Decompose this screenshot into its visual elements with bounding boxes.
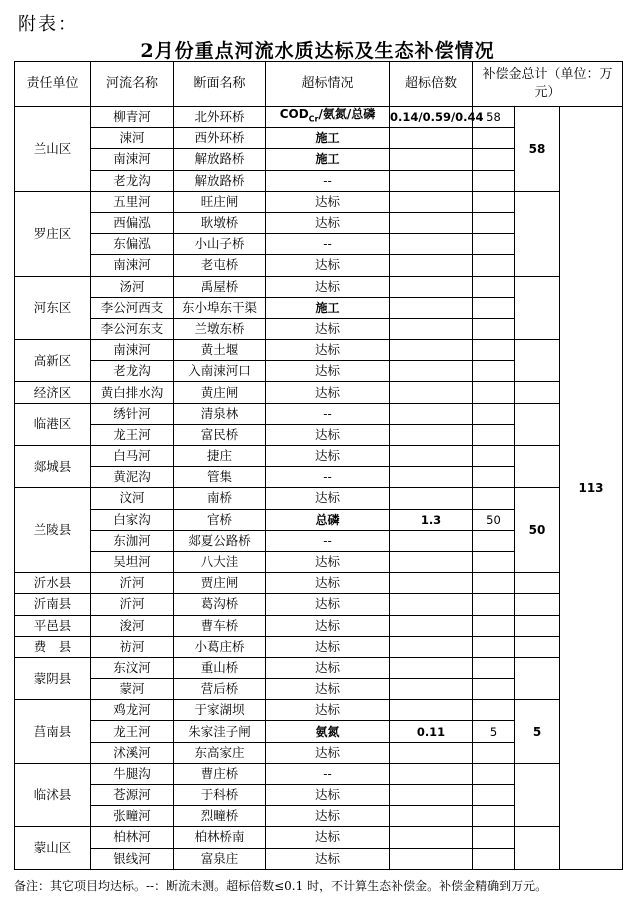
multiple-cell — [390, 806, 473, 827]
table-row — [15, 763, 623, 784]
river-cell: 龙王河 — [91, 424, 174, 445]
unit-total-cell — [515, 615, 560, 636]
section-cell: 管集 — [174, 467, 266, 488]
status-cell: 氨氮 — [266, 721, 390, 742]
table-row — [15, 827, 623, 848]
compensation-cell — [473, 488, 515, 509]
section-cell: 于科桥 — [174, 785, 266, 806]
river-cell: 黄白排水沟 — [91, 382, 174, 403]
multiple-cell — [390, 615, 473, 636]
section-cell: 清泉林 — [174, 403, 266, 424]
section-cell: 于家湖坝 — [174, 700, 266, 721]
unit-cell: 沂南县 — [15, 594, 91, 615]
status-cell: 达标 — [266, 212, 390, 233]
section-cell: 葛沟桥 — [174, 594, 266, 615]
status-cell: 达标 — [266, 340, 390, 361]
table-row — [15, 636, 623, 657]
multiple-cell — [390, 679, 473, 700]
status-cell: 施工 — [266, 149, 390, 170]
unit-cell: 莒南县 — [15, 700, 91, 764]
compensation-cell — [473, 128, 515, 149]
compensation-cell — [473, 530, 515, 551]
table-row — [15, 615, 623, 636]
header-section: 断面名称 — [174, 62, 266, 107]
compensation-cell — [473, 657, 515, 678]
table-row — [15, 573, 623, 594]
compensation-cell — [473, 149, 515, 170]
table-row — [15, 700, 623, 721]
river-cell: 东偏泓 — [91, 234, 174, 255]
river-cell: 柳青河 — [91, 107, 174, 128]
status-cell: -- — [266, 763, 390, 784]
river-cell: 牛腿沟 — [91, 763, 174, 784]
status-cell: 达标 — [266, 806, 390, 827]
unit-total-cell — [515, 763, 560, 827]
table-row — [15, 594, 623, 615]
compensation-cell — [473, 594, 515, 615]
multiple-cell — [390, 785, 473, 806]
section-cell: 贾庄闸 — [174, 573, 266, 594]
section-cell: 小山子桥 — [174, 234, 266, 255]
compensation-cell — [473, 700, 515, 721]
compensation-cell — [473, 467, 515, 488]
status-cell: 达标 — [266, 424, 390, 445]
river-cell: 沂河 — [91, 573, 174, 594]
river-cell: 老龙沟 — [91, 361, 174, 382]
status-cell: -- — [266, 170, 390, 191]
compensation-cell — [473, 276, 515, 297]
compensation-cell — [473, 785, 515, 806]
compensation-cell — [473, 763, 515, 784]
compensation-cell — [473, 573, 515, 594]
section-cell: 兰墩东桥 — [174, 318, 266, 339]
unit-cell: 临沭县 — [15, 763, 91, 827]
compensation-cell — [473, 340, 515, 361]
status-cell: 达标 — [266, 594, 390, 615]
compensation-cell — [473, 318, 515, 339]
unit-total-cell: 5 — [515, 700, 560, 764]
river-cell: 沭溪河 — [91, 742, 174, 763]
status-cell: -- — [266, 530, 390, 551]
compensation-cell — [473, 191, 515, 212]
table-row — [15, 340, 623, 361]
status-cell: 施工 — [266, 128, 390, 149]
table-row — [15, 657, 623, 678]
river-cell: 西偏泓 — [91, 212, 174, 233]
status-cell: 达标 — [266, 700, 390, 721]
compensation-cell — [473, 170, 515, 191]
multiple-cell — [390, 742, 473, 763]
compensation-cell — [473, 679, 515, 700]
section-cell: 东高家庄 — [174, 742, 266, 763]
page-title: 2月份重点河流水质达标及生态补偿情况 — [140, 40, 495, 62]
unit-cell: 经济区 — [15, 382, 91, 403]
status-cell: -- — [266, 403, 390, 424]
river-cell: 鸡龙河 — [91, 700, 174, 721]
river-cell: 张疃河 — [91, 806, 174, 827]
status-cell: 达标 — [266, 191, 390, 212]
multiple-cell — [390, 276, 473, 297]
river-cell: 汤河 — [91, 276, 174, 297]
unit-cell: 临港区 — [15, 403, 91, 445]
unit-total-cell — [515, 827, 560, 869]
unit-cell: 兰山区 — [15, 107, 91, 192]
unit-cell: 兰陵县 — [15, 488, 91, 573]
multiple-cell — [390, 530, 473, 551]
appendix-label: 附表： — [18, 14, 78, 35]
status-cell: 达标 — [266, 361, 390, 382]
section-cell: 北外环桥 — [174, 107, 266, 128]
section-cell: 老屯桥 — [174, 255, 266, 276]
section-cell: 黄庄闸 — [174, 382, 266, 403]
multiple-cell — [390, 573, 473, 594]
unit-total-cell — [515, 446, 560, 488]
unit-total-cell — [515, 276, 560, 340]
section-cell: 旺庄闸 — [174, 191, 266, 212]
river-cell: 东汶河 — [91, 657, 174, 678]
multiple-cell — [390, 488, 473, 509]
section-cell: 富泉庄 — [174, 848, 266, 869]
section-cell: 小葛庄桥 — [174, 636, 266, 657]
table-body — [15, 107, 623, 870]
table-row — [15, 107, 623, 128]
unit-total-cell: 50 — [515, 488, 560, 573]
section-cell: 西外环桥 — [174, 128, 266, 149]
section-cell: 曹车桥 — [174, 615, 266, 636]
status-cell: 达标 — [266, 785, 390, 806]
river-cell: 李公河东支 — [91, 318, 174, 339]
multiple-cell — [390, 763, 473, 784]
status-cell: -- — [266, 467, 390, 488]
multiple-cell — [390, 212, 473, 233]
section-cell: 八大洼 — [174, 551, 266, 572]
river-cell: 银线河 — [91, 848, 174, 869]
multiple-cell — [390, 827, 473, 848]
compensation-cell — [473, 212, 515, 233]
multiple-cell — [390, 636, 473, 657]
status-cell: 达标 — [266, 657, 390, 678]
multiple-cell — [390, 297, 473, 318]
river-cell: 浚河 — [91, 615, 174, 636]
multiple-cell — [390, 594, 473, 615]
multiple-cell — [390, 170, 473, 191]
multiple-cell — [390, 403, 473, 424]
table-row — [15, 191, 623, 212]
unit-cell: 郯城县 — [15, 446, 91, 488]
river-cell: 老龙沟 — [91, 170, 174, 191]
river-cell: 南涑河 — [91, 255, 174, 276]
compensation-cell — [473, 551, 515, 572]
multiple-cell — [390, 191, 473, 212]
section-cell: 禹屋桥 — [174, 276, 266, 297]
water-quality-table — [14, 61, 623, 870]
section-cell: 入南涑河口 — [174, 361, 266, 382]
table-header-row — [15, 62, 623, 107]
river-cell: 黄泥沟 — [91, 467, 174, 488]
unit-total-cell — [515, 340, 560, 382]
multiple-cell — [390, 700, 473, 721]
unit-cell: 蒙山区 — [15, 827, 91, 869]
multiple-cell — [390, 848, 473, 869]
compensation-cell — [473, 361, 515, 382]
status-cell: 达标 — [266, 573, 390, 594]
river-cell: 五里河 — [91, 191, 174, 212]
table-row — [15, 488, 623, 509]
status-cell: 达标 — [266, 615, 390, 636]
section-cell: 解放路桥 — [174, 170, 266, 191]
river-cell: 绣针河 — [91, 403, 174, 424]
river-cell: 苍源河 — [91, 785, 174, 806]
compensation-cell — [473, 424, 515, 445]
header-multiple: 超标倍数 — [390, 62, 473, 107]
table-row — [15, 446, 623, 467]
table-row — [15, 276, 623, 297]
multiple-cell — [390, 128, 473, 149]
multiple-cell — [390, 234, 473, 255]
footnote: 备注：其它项目均达标。--：断流未测。超标倍数≤0.1 时，不计算生态补偿金。补偿金精确到万元。 — [14, 879, 548, 893]
status-cell: -- — [266, 234, 390, 255]
multiple-cell — [390, 149, 473, 170]
multiple-cell: 1.3 — [390, 509, 473, 530]
unit-cell: 蒙阴县 — [15, 657, 91, 699]
header-river: 河流名称 — [91, 62, 174, 107]
section-cell: 柏林桥南 — [174, 827, 266, 848]
compensation-cell — [473, 255, 515, 276]
status-cell: 达标 — [266, 488, 390, 509]
unit-total-cell — [515, 191, 560, 276]
section-cell: 朱家洼子闸 — [174, 721, 266, 742]
compensation-cell: 58 — [473, 107, 515, 128]
multiple-cell — [390, 382, 473, 403]
header-compensation: 补偿金总计（单位：万元） — [473, 62, 623, 107]
status-cell: $COD_{Cr}/$氨氮/总磷 — [266, 107, 390, 128]
river-cell: 沂河 — [91, 594, 174, 615]
compensation-cell — [473, 297, 515, 318]
multiple-cell: 0.14/0.59/0.44 — [390, 107, 473, 128]
section-cell: 烈疃桥 — [174, 806, 266, 827]
multiple-cell — [390, 340, 473, 361]
multiple-cell — [390, 446, 473, 467]
compensation-cell — [473, 403, 515, 424]
multiple-cell: 0.11 — [390, 721, 473, 742]
river-cell: 龙王河 — [91, 721, 174, 742]
compensation-cell — [473, 848, 515, 869]
status-cell: 达标 — [266, 827, 390, 848]
section-cell: 官桥 — [174, 509, 266, 530]
unit-total-cell — [515, 636, 560, 657]
section-cell: 捷庄 — [174, 446, 266, 467]
river-cell: 汶河 — [91, 488, 174, 509]
section-cell: 郯夏公路桥 — [174, 530, 266, 551]
compensation-cell — [473, 806, 515, 827]
section-cell: 营后桥 — [174, 679, 266, 700]
section-cell: 南桥 — [174, 488, 266, 509]
unit-cell: 高新区 — [15, 340, 91, 382]
unit-total-cell: 58 — [515, 107, 560, 192]
river-cell: 涑河 — [91, 128, 174, 149]
status-cell: 达标 — [266, 551, 390, 572]
section-cell: 富民桥 — [174, 424, 266, 445]
header-status: 超标情况 — [266, 62, 390, 107]
river-cell: 南涑河 — [91, 340, 174, 361]
unit-cell: 费 县 — [15, 636, 91, 657]
status-cell: 施工 — [266, 297, 390, 318]
unit-cell: 沂水县 — [15, 573, 91, 594]
section-cell: 东小埠东干渠 — [174, 297, 266, 318]
status-cell: 达标 — [266, 848, 390, 869]
multiple-cell — [390, 424, 473, 445]
section-cell: 黄土堰 — [174, 340, 266, 361]
section-cell: 耿墩桥 — [174, 212, 266, 233]
river-cell: 蒙河 — [91, 679, 174, 700]
status-cell: 达标 — [266, 679, 390, 700]
section-cell: 解放路桥 — [174, 149, 266, 170]
unit-cell: 罗庄区 — [15, 191, 91, 276]
table-row — [15, 403, 623, 424]
status-cell: 达标 — [266, 742, 390, 763]
section-cell: 曹庄桥 — [174, 763, 266, 784]
unit-total-cell — [515, 403, 560, 445]
compensation-cell: 50 — [473, 509, 515, 530]
status-cell: 总磷 — [266, 509, 390, 530]
river-cell: 东泇河 — [91, 530, 174, 551]
status-cell: 达标 — [266, 382, 390, 403]
river-cell: 李公河西支 — [91, 297, 174, 318]
compensation-cell — [473, 742, 515, 763]
multiple-cell — [390, 318, 473, 339]
river-cell: 吴坦河 — [91, 551, 174, 572]
status-cell: 达标 — [266, 255, 390, 276]
status-cell: 达标 — [266, 318, 390, 339]
compensation-cell — [473, 636, 515, 657]
status-cell: 达标 — [266, 636, 390, 657]
unit-total-cell — [515, 657, 560, 699]
section-cell: 重山桥 — [174, 657, 266, 678]
status-subscript: Cr — [308, 114, 319, 124]
unit-cell: 河东区 — [15, 276, 91, 340]
status-cell: 达标 — [266, 276, 390, 297]
unit-total-cell — [515, 594, 560, 615]
compensation-cell — [473, 234, 515, 255]
river-cell: 南涑河 — [91, 149, 174, 170]
river-cell: 白家沟 — [91, 509, 174, 530]
compensation-cell — [473, 382, 515, 403]
header-unit: 责任单位 — [15, 62, 91, 107]
compensation-cell — [473, 827, 515, 848]
river-cell: 柏林河 — [91, 827, 174, 848]
unit-total-cell — [515, 573, 560, 594]
compensation-cell — [473, 446, 515, 467]
multiple-cell — [390, 255, 473, 276]
multiple-cell — [390, 361, 473, 382]
table-row — [15, 382, 623, 403]
unit-cell: 平邑县 — [15, 615, 91, 636]
multiple-cell — [390, 467, 473, 488]
compensation-cell — [473, 615, 515, 636]
river-cell: 祊河 — [91, 636, 174, 657]
unit-total-cell — [515, 382, 560, 403]
grand-total-cell: 113 — [560, 107, 623, 870]
compensation-cell: 5 — [473, 721, 515, 742]
status-cell: 达标 — [266, 446, 390, 467]
multiple-cell — [390, 657, 473, 678]
multiple-cell — [390, 551, 473, 572]
river-cell: 白马河 — [91, 446, 174, 467]
